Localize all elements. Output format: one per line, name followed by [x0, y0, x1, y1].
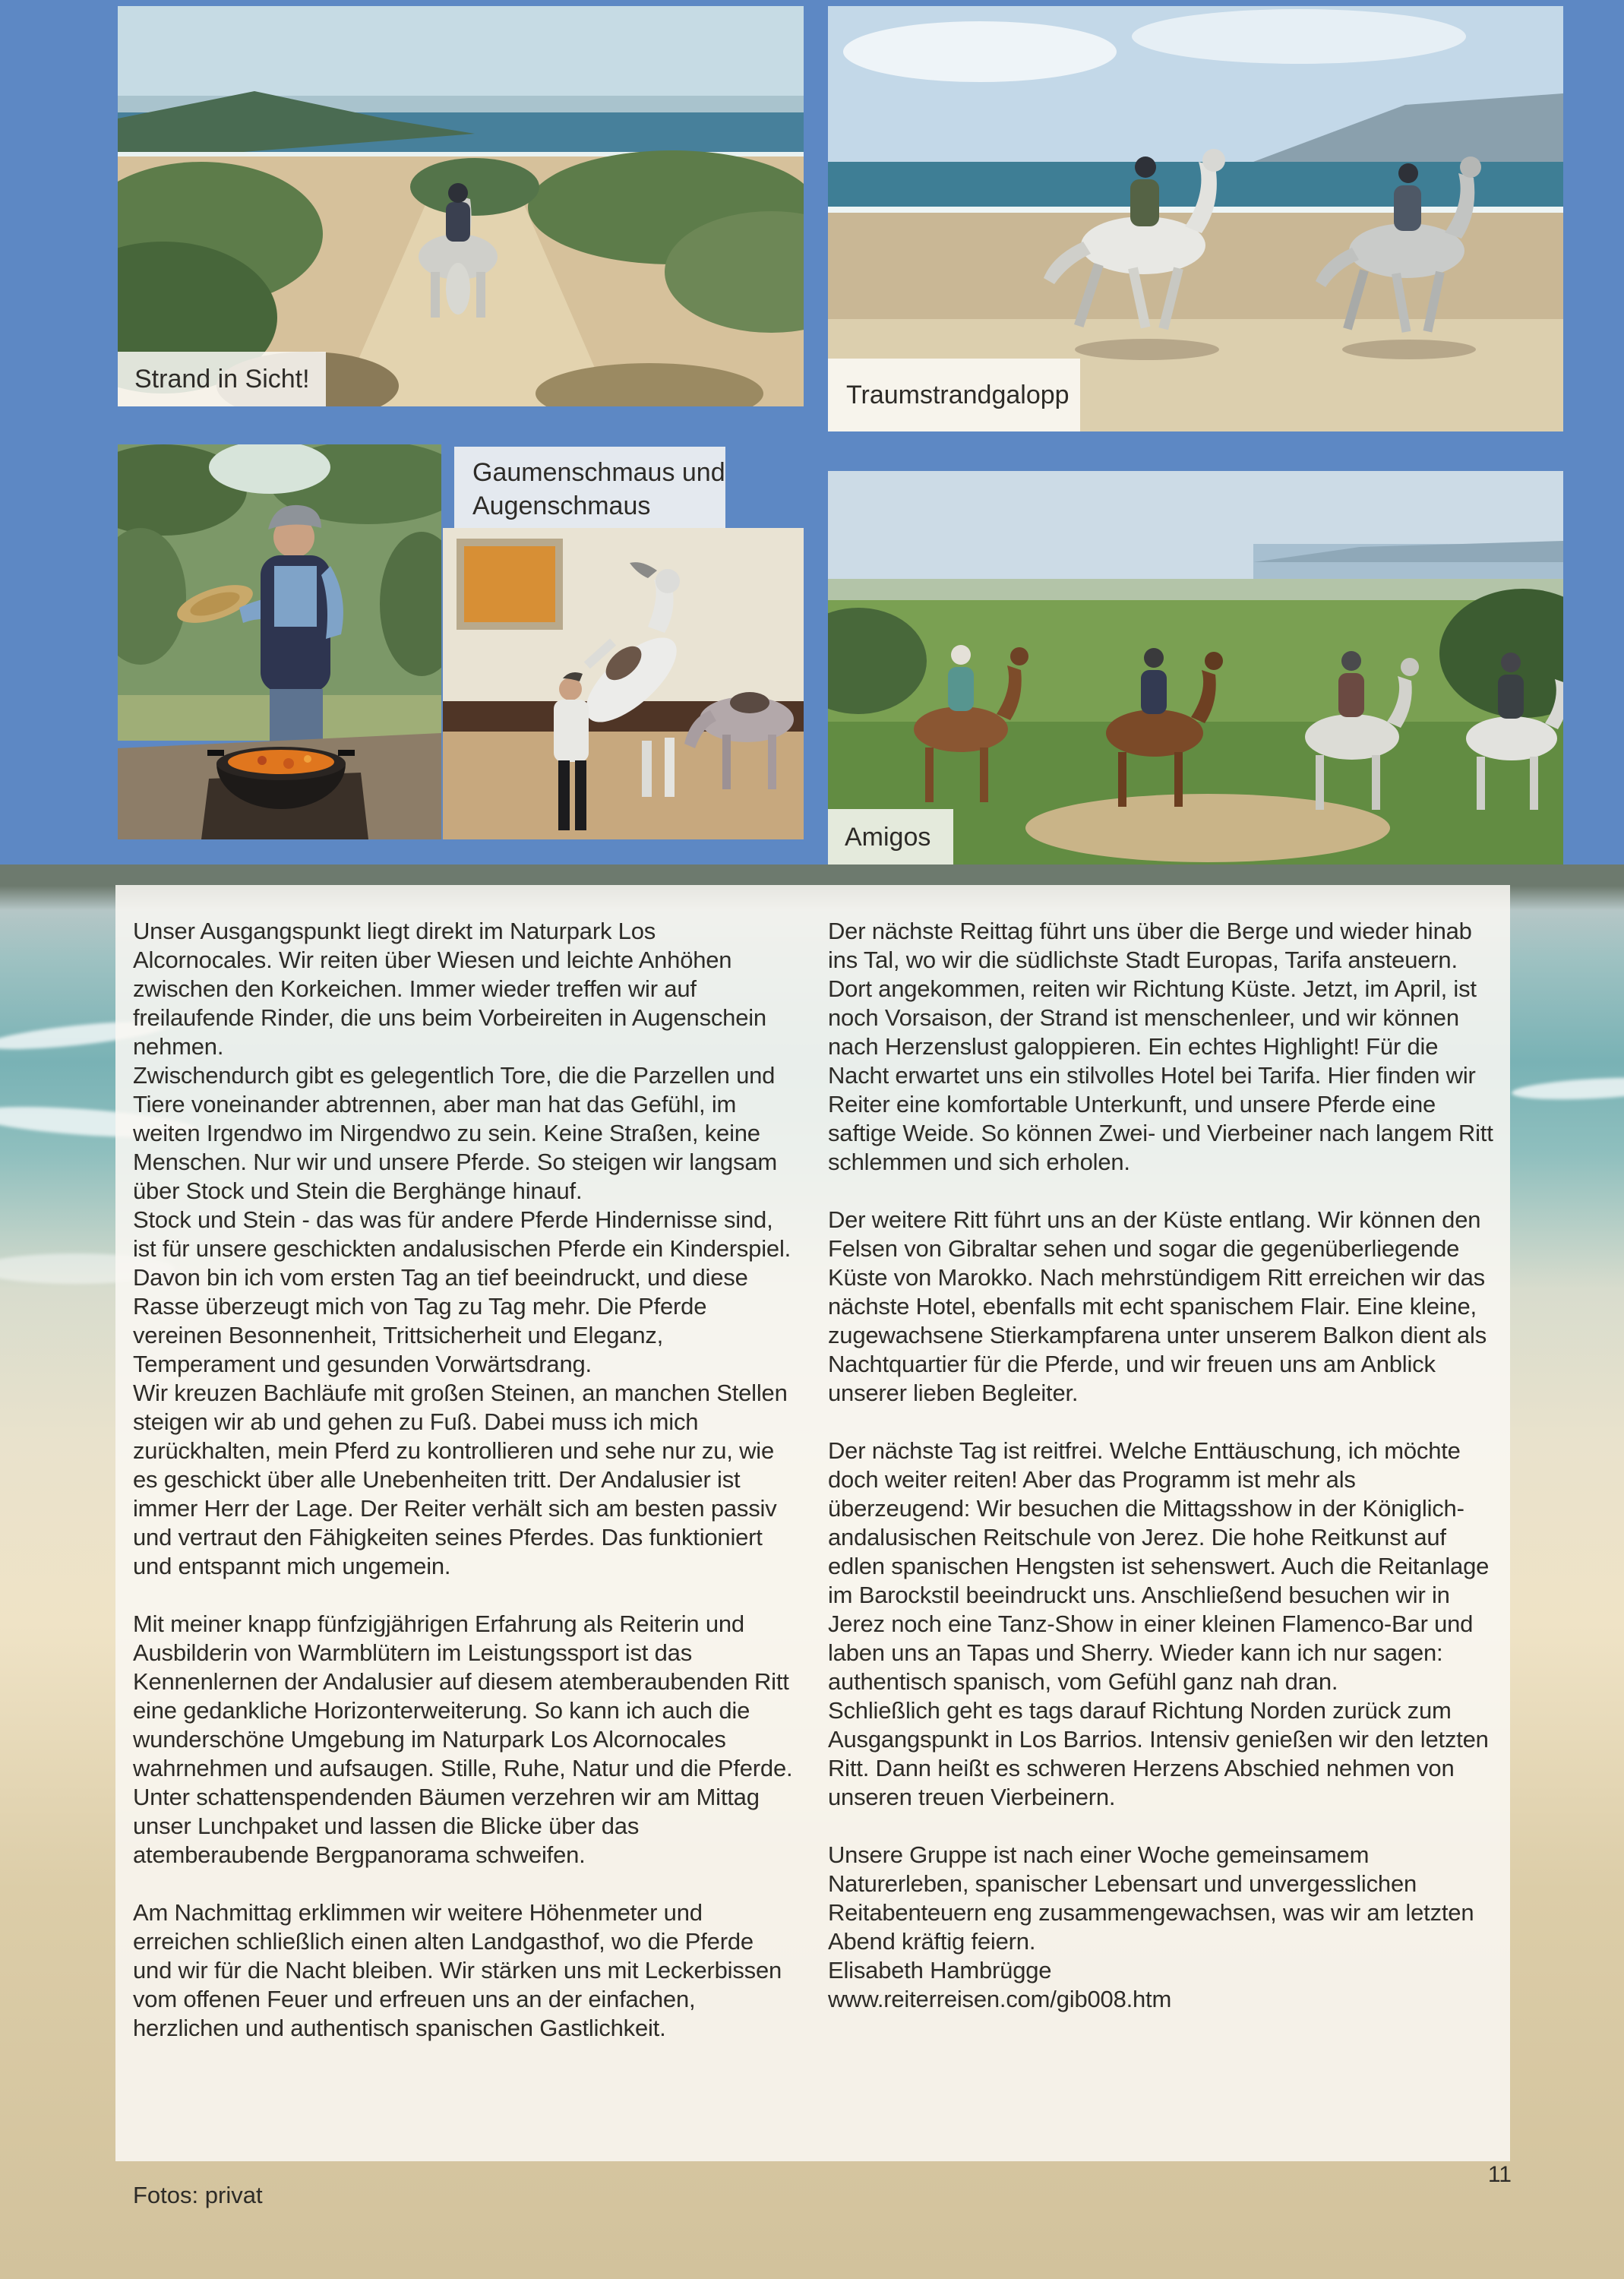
article-left-column — [133, 917, 795, 2043]
paragraph: Am Nachmittag erklimmen wir weitere Höhenmeter und erreichen schließlich einen alten Landgasthof, wo die Pferde und wir für die Nacht bleiben. Wir stärken uns mit Leckerbissen vom offenen Feuer und erfreuen uns an der einfachen, herzlichen und authentisch spanischen Gastlichkeit. — [133, 1899, 782, 2041]
rider-right — [1394, 185, 1421, 231]
caption-text: Strand in Sicht! — [134, 365, 310, 394]
paragraph: Der weitere Ritt führt uns an der Küste entlang. Wir können den Felsen von Gibraltar sehen und sogar die gegenüberliegende Küste von Marokko. Nach mehrstündigem Ritt erreichen wir das nächste Hotel, ebenfalls mit echt spanischem Flair. Eine kleine, zugewachsene Stierkampfarena unter unserem Balkon dient als Nachtquartier für die Pferde, und wir freuen uns am Anblick unserer lieben Begleiter. — [828, 1206, 1487, 1406]
photo-beach-in-sight — [118, 6, 804, 406]
rider-maroon — [1338, 673, 1364, 717]
photo-credit: Fotos: privat — [133, 2182, 263, 2208]
caption-text: Amigos — [845, 822, 931, 852]
caption-text: Traumstrandgalopp — [846, 381, 1070, 409]
cloud — [843, 21, 1117, 82]
caption-strand-in-sicht — [118, 352, 326, 406]
shrub — [410, 158, 539, 216]
paragraph: Unser Ausgangspunkt liegt direkt im Naturpark Los Alcornocales. Wir reiten über Wiesen und leichte Anhöhen zwischen den Korkeichen. Immer wieder treffen wir auf freilaufende Rinder, die uns beim Vorbeireiten in Augenschein nehmen. — [133, 918, 766, 1060]
photo-amigos-art — [828, 471, 1563, 865]
article-url: www.reiterreisen.com/gib008.htm — [828, 1986, 1172, 2012]
page-number: 11 — [1487, 2162, 1512, 2187]
shirt — [274, 566, 317, 627]
cloud — [1132, 9, 1466, 64]
paragraph: Mit meiner knapp fünfzigjährigen Erfahrung als Reiterin und Ausbilderin von Warmblütern im Leistungssport ist das Kennenlernen der Andalusier auf diesem atemberaubenden Ritt eine gedankliche Horizonterweiterung. So kann ich auch die wunderschöne Umgebung im Naturpark Los Alcornocales wahrnehmen und aufsaugen. Stille, Ruhe, Natur und die Pferde. — [133, 1610, 793, 1781]
caption-amigos — [828, 809, 953, 865]
photo-rearing-horse-art — [443, 528, 804, 839]
saddle — [730, 692, 769, 713]
paragraph: Der nächste Tag ist reitfrei. Welche Enttäuschung, ich möchte doch weiter reiten! Aber das Programm ist mehr als überzeugend: Wir besuchen die Mittagsshow in der Königlich-andalusischen Reitschule von Jerez. Die hohe Reitkunst auf edlen spanischen Hengsten ist sehenswert. Auch die Reitanlage im Barockstil beeindruckt uns. Anschließend besuchen wir in Jerez noch eine Tanz-Show in einer kleinen Flamenco-Bar und laben uns an Tapas und Sherry. Wieder kann ich nur sagen: authentisch spanisch, vom Gefühl ganz nah dran. — [828, 1437, 1490, 1695]
paragraph: Unsere Gruppe ist nach einer Woche gemeinsamem Naturerleben, spanischer Lebensart und unvergesslichen Reitabenteuern eng zusammengewachsen, was wir am letzten Abend kräftig feiern. — [828, 1841, 1474, 1955]
rider-dark — [1498, 675, 1524, 719]
photo-beach-in-sight-art — [118, 6, 804, 406]
caption-line1: Gaumenschmaus und — [472, 458, 725, 487]
rider-left — [1130, 179, 1159, 226]
photo-rearing-horse — [443, 528, 804, 839]
caption-line2: Augenschmaus — [472, 492, 651, 520]
caption-gaumenschmaus — [454, 447, 725, 532]
article-panel — [115, 885, 1510, 2161]
paragraph: Unter schattenspendenden Bäumen verzehren wir am Mittag unser Lunchpaket und lassen die Blicke über das atemberaubende Bergpanorama schweifen. — [133, 1784, 760, 1868]
paragraph: Schließlich geht es tags darauf Richtung Norden zurück zum Ausgangspunkt in Los Barrios. Intensiv genießen wir den letzten Ritt. Dann heißt es schweren Herzens Abschied nehmen von unseren treuen Vierbeinern. — [828, 1697, 1489, 1810]
paragraph: Stock und Stein - das was für andere Pferde Hindernisse sind, ist für unsere geschickten andalusischen Pferde ein Kinderspiel. Davon bin ich vom ersten Tag an tief beeindruckt, und diese Rasse überzeugt mich von Tag zu Tag mehr. Die Pferde vereinen Besonnenheit, Trittsicherheit und Eleganz, Temperament und gesunden Vorwärtsdrang. — [133, 1206, 791, 1377]
photo-cooking-paella-art — [118, 444, 441, 839]
arena-floor — [443, 732, 804, 839]
paragraph: Wir kreuzen Bachläufe mit großen Steinen, an manchen Stellen steigen wir ab und gehen zu Fuß. Dabei muss ich mich zurückhalten, mein Pferd zu kontrollieren und sehe nur zu, wie es geschickt über alle Unebenheiten tritt. Der Andalusier ist immer Herr der Lage. Der Reiter verhält sich am besten passiv und vertraut den Fähigkeiten seines Pferdes. Das funktioniert und entspannt mich ungemein. — [133, 1380, 788, 1579]
caption-traumstrandgalopp — [828, 359, 1080, 431]
photo-amigos — [828, 471, 1563, 865]
paragraph: Der nächste Reittag führt uns über die Berge und wieder hinab ins Tal, wo wir die südlichste Stadt Europas, Tarifa ansteuern. Dort angekommen, reiten wir Richtung Küste. Jetzt, im April, ist noch Vorsaison, der Strand ist menschenleer, und wir können nach Herzenslust galoppieren. Ein echtes Highlight! Für die Nacht erwartet uns ein stilvolles Hotel bei Tarifa. Hier finden wir Reiter eine komfortable Unterkunft, und unsere Pferde eine saftige Weide. So können Zwei- und Vierbeiner nach langem Ritt schlemmen und sich erholen. — [828, 918, 1493, 1175]
window — [464, 546, 555, 622]
rider-teal — [948, 667, 974, 711]
author-name: Elisabeth Hambrügge — [828, 1957, 1052, 1983]
article-right-column — [828, 917, 1500, 2014]
photo-cooking-paella — [118, 444, 441, 839]
paragraph: Zwischendurch gibt es gelegentlich Tore, die die Parzellen und Tiere voneinander abtrennen, aber man hat das Gefühl, im weiten Irgendwo im Nirgendwo zu sein. Keine Straßen, keine Menschen. Nur wir und unsere Pferde. So steigen wir langsam über Stock und Stein die Berghänge hinauf. — [133, 1062, 778, 1204]
dirt-patch — [1025, 794, 1390, 862]
rider-navy — [1141, 670, 1167, 714]
